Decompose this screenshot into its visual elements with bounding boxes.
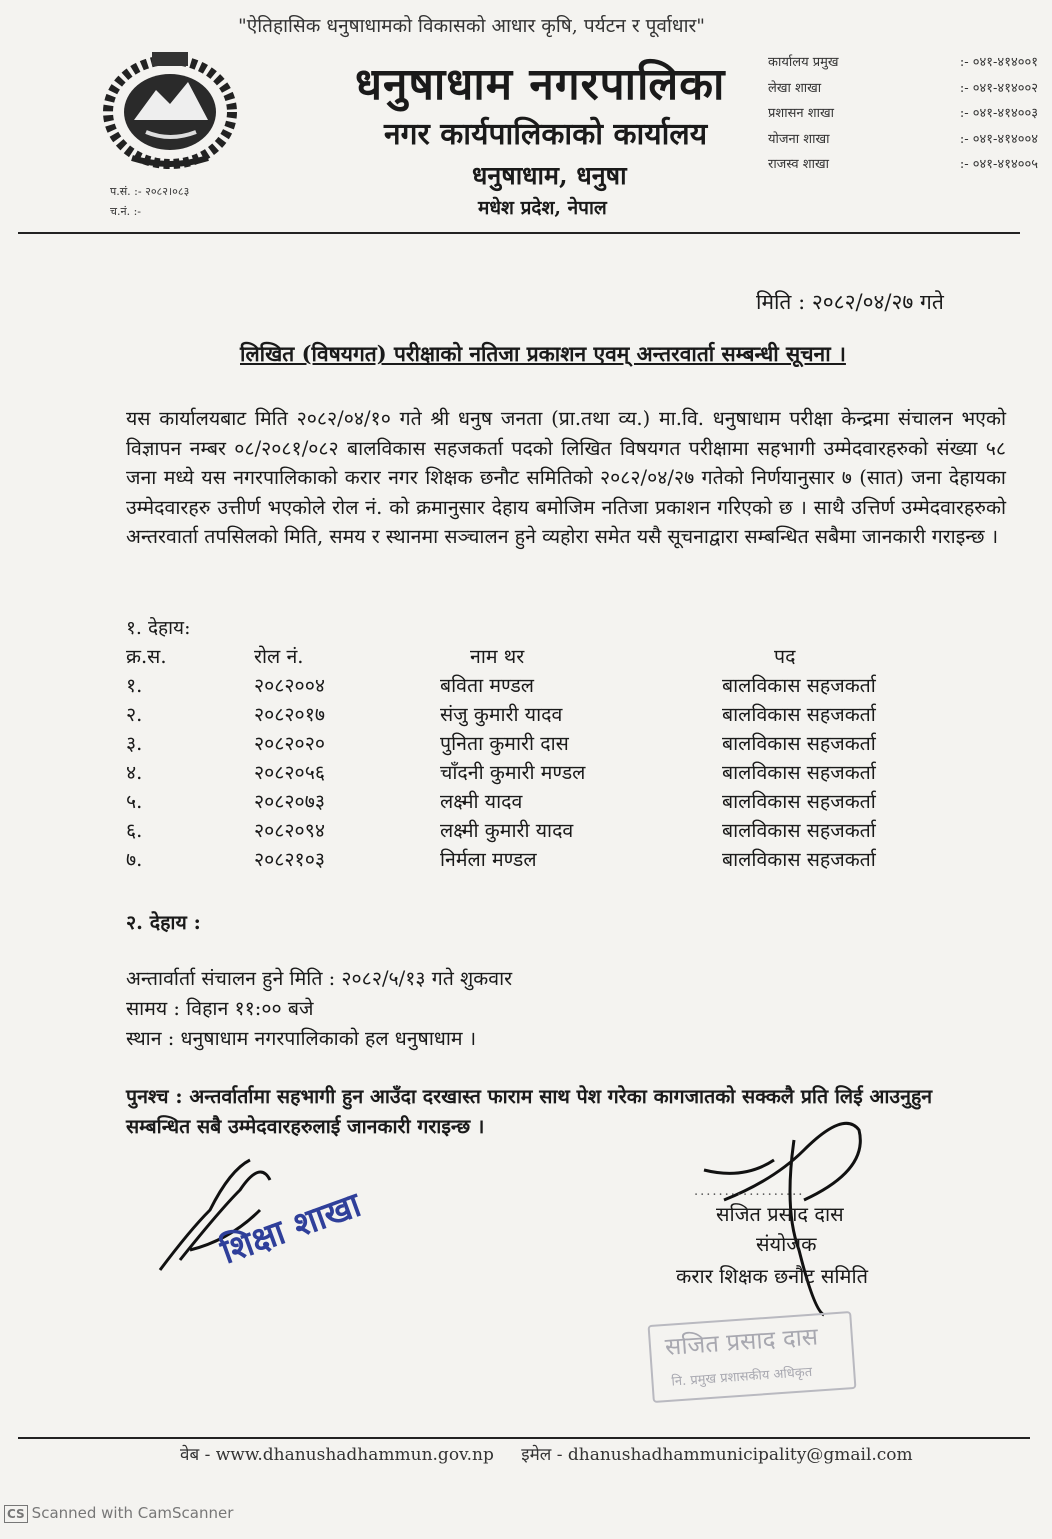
phone-row: राजस्व शाखा :- ०४१-४१४००५ (768, 157, 1038, 172)
phone-row: प्रशासन शाखा :- ०४१-४१४००३ (768, 106, 1038, 121)
phone-row: लेखा शाखा :- ०४१-४१४००२ (768, 80, 1038, 96)
footer-website: वेब - www.dhanushadhammun.gov.np (180, 1445, 494, 1465)
header-divider (18, 232, 1020, 234)
notice-body: यस कार्यालयबाट मिति २०८२/०४/१० गते श्री धनुष जनता (प्रा.तथा व्य.) मा.वि. धनुषाधाम परीक्षा केन्द्रमा संचालन भएको विज्ञापन नम्बर ०८/२०८१/०८२ बालविकास सहजकर्ता पदको लिखित विषयगत परीक्षामा सहभागी उम्मेदवारहरुको संख्या ५८ जना मध्ये यस नगरपालिकाको करार नगर शिक्षक छनौट समितिको २०८२/०४/२७ गतेको निर्णयानुसार ७ (सात) जना देहायका उम्मेदवारहरु उत्तीर्ण भएकोले रोल नं. को क्रमानुसार देहाय बमोजिम नतिजा प्रकाशन गरिएको छ । साथै उत्तिर्ण उम्मेदवारहरुको अन्तरवार्ता तपसिलको मिति, समय र स्थानमा सञ्चालन हुने व्यहोरा समेत यसै सूचनाद्वारा सम्बन्धित सबैमा जानकारी गराइन्छ । (126, 407, 1006, 548)
nepal-emblem-icon (96, 42, 244, 170)
footer-email: इमेल - dhanushadhammunicipality@gmail.com (521, 1445, 913, 1465)
phone-row: कार्यालय प्रमुख :- ०४१-४१४००१ (768, 55, 1038, 70)
table-row: ३. २०८२०२० पुनिता कुमारी दास बालविकास सहजकर्ता (126, 732, 876, 755)
phone-row: योजना शाखा :- ०४१-४१४००४ (768, 131, 1038, 147)
col-post-header: पद (774, 645, 796, 668)
name-seal-stamp: सजित प्रसाद दास नि. प्रमुख प्रशासकीय अधिकृत (648, 1311, 857, 1403)
table-row: ५. २०८२०७३ लक्ष्मी यादव बालविकास सहजकर्ता (126, 790, 876, 813)
table-row: ४. २०८२०५६ चाँदनी कुमारी मण्डल बालविकास सहजकर्ता (126, 761, 876, 784)
postscript-note: पुनश्च : अन्तर्वार्तामा सहभागी हुन आउँदा दरखास्त फाराम साथ पेश गरेका कागजातको सक्कलै प्रति लिई आउनुहुन सम्बन्धित सबै उम्मेदवारहरुलाई जानकारी गराइन्छ । (126, 1085, 933, 1138)
dispatch-number: च.नं. :- (110, 205, 142, 218)
education-branch-stamp: शिक्षा शाखा (215, 1184, 367, 1273)
section-1-label: १. देहाय: (126, 617, 191, 639)
camscanner-icon: CS (4, 1505, 28, 1523)
office-name: नगर कार्यपालिकाको कार्यालय (384, 117, 708, 152)
camscanner-watermark: CS Scanned with CamScanner (4, 1504, 233, 1523)
table-row: १. २०८२००४ बविता मण्डल बालविकास सहजकर्ता (126, 674, 876, 697)
col-serial-header: क्र.स. (126, 645, 167, 668)
interview-time: सामय : विहान ११:०० बजे (126, 997, 314, 1020)
results-table-header (126, 642, 906, 671)
table-row: ७. २०८२१०३ निर्मला मण्डल बालविकास सहजकर्ता (126, 848, 876, 871)
col-name-header: नाम थर (470, 645, 525, 668)
section-2-label: २. देहाय : (126, 911, 201, 934)
address-line-2: मधेश प्रदेश, नेपाल (478, 197, 607, 219)
signatory-committee: करार शिक्षक छनौट समिति (676, 1264, 869, 1288)
address-line-1: धनुषाधाम, धनुषा (472, 161, 627, 190)
reference-number: प.सं. :- २०८२।०८३ (110, 185, 190, 198)
footer-contact (180, 1442, 935, 1465)
signature-line: .................. (694, 1184, 805, 1199)
org-name: धनुषाधाम नगरपालिका (355, 59, 726, 110)
signatory-name: सजित प्रसाद दास (716, 1202, 844, 1226)
phone-directory (768, 52, 1038, 180)
notice-subject: लिखित (विषयगत) परीक्षाको नतिजा प्रकाशन एवम् अन्तरवार्ता सम्बन्धी सूचना । (240, 341, 846, 366)
footer-divider (18, 1437, 1030, 1439)
col-roll-header: रोल नं. (254, 645, 304, 668)
notice-date: मिति : २०८२/०४/२७ गते (756, 290, 944, 314)
table-row: ६. २०८२०९४ लक्ष्मी कुमारी यादव बालविकास सहजकर्ता (126, 819, 876, 842)
interview-date: अन्तार्वार्ता संचालन हुने मिति : २०८२/५/१३ गते शुकवार (126, 967, 513, 990)
municipality-motto: "ऐतिहासिक धनुषाधामको विकासको आधार कृषि, पर्यटन र पूर्वाधार" (238, 15, 706, 37)
table-row: २. २०८२०१७ संजु कुमारी यादव बालविकास सहजकर्ता (126, 703, 876, 726)
signatory-role: संयोजक (756, 1232, 817, 1256)
interview-place: स्थान : धनुषाधाम नगरपालिकाको हल धनुषाधाम । (126, 1027, 477, 1050)
